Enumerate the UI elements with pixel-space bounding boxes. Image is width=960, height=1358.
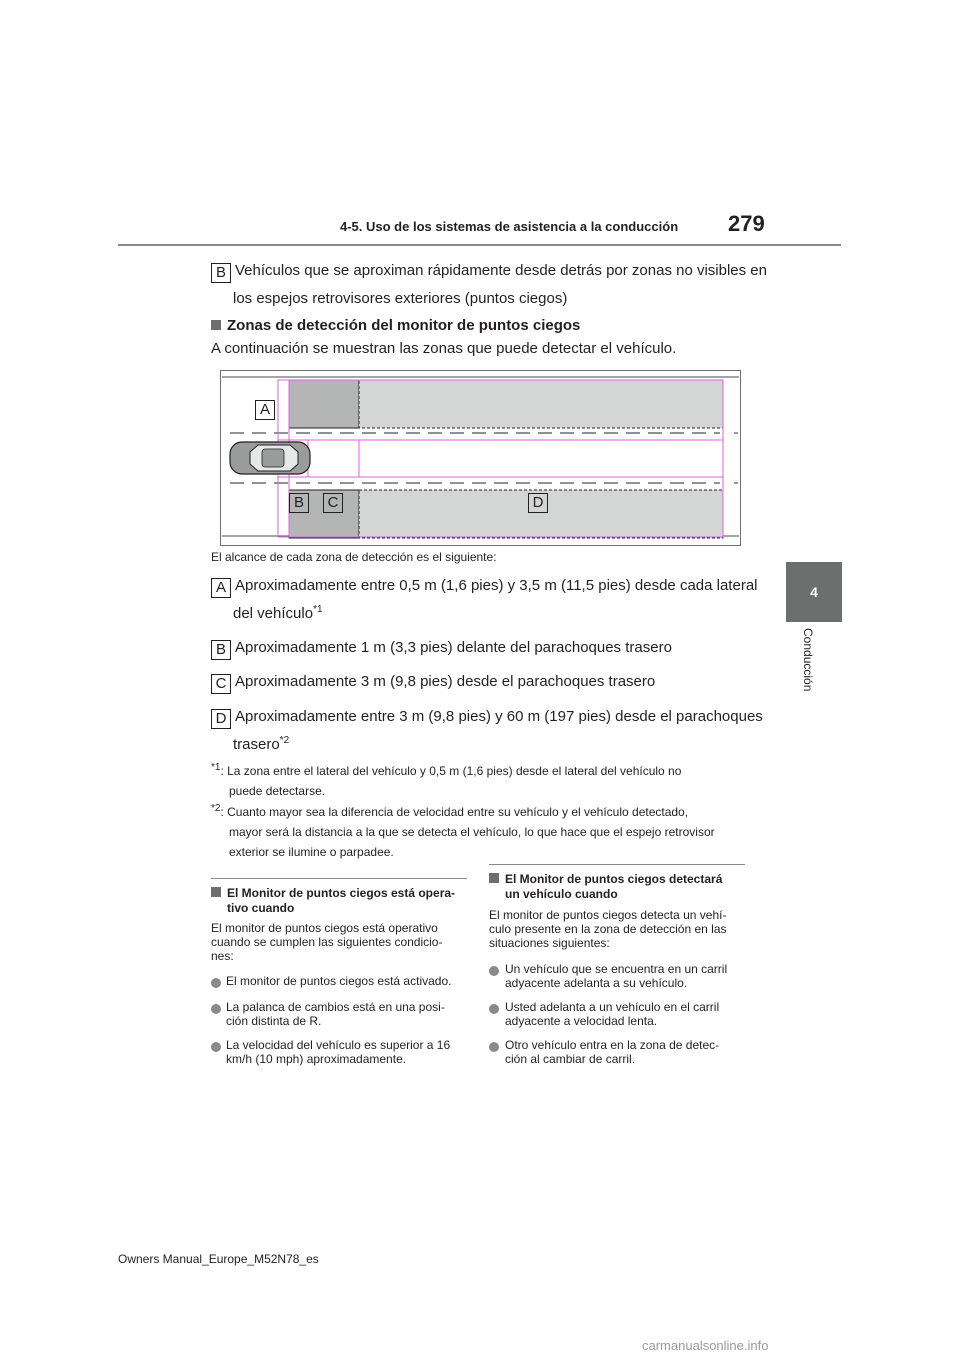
footnote-ref: *2 bbox=[279, 735, 290, 746]
square-bullet-icon bbox=[211, 320, 221, 330]
bullet-icon bbox=[211, 1042, 221, 1052]
chapter-label-text: Conducción bbox=[801, 628, 815, 692]
right-bullet-1 bbox=[489, 963, 499, 981]
left-bullet-3-text: La velocidad del vehículo es superior a 16 bbox=[226, 1038, 451, 1052]
item-text: Vehículos que se aproximan rápidamente desde detrás por zonas no visibles en bbox=[235, 262, 767, 279]
left-bullet-2-text: La palanca de cambios está en una posi- bbox=[226, 1000, 445, 1014]
footnote-1: $^{*1}$: La zona entre el lateral del vehículo y 0,5 m (1,6 pies) desde el lateral del vehículo no bbox=[211, 762, 682, 778]
left-divider bbox=[211, 878, 467, 879]
left-intro-2: cuando se cumplen las siguientes condicio- bbox=[211, 935, 443, 949]
footer-manual-id: Owners Manual_Europe_M52N78_es bbox=[118, 1252, 319, 1266]
zone-a-cont: del vehículo$^{*1}$ bbox=[233, 604, 323, 622]
section-title: 4-5. Uso de los sistemas de asistencia a la conducción bbox=[340, 219, 679, 234]
zone-b bbox=[211, 639, 672, 660]
footnote-ref: *1 bbox=[313, 604, 323, 615]
header-rule bbox=[118, 244, 841, 246]
zones-intro: A continuación se muestran las zonas que puede detectar el vehículo. bbox=[211, 340, 677, 357]
right-intro-1: El monitor de puntos ciegos detecta un vehí- bbox=[489, 908, 727, 922]
footnote-2-cont: mayor será la distancia a la que se detecta el vehículo, lo que hace que el espejo retrovisor bbox=[229, 825, 715, 839]
zone-a bbox=[211, 577, 758, 598]
bullet-icon bbox=[489, 966, 499, 976]
right-bullet-3 bbox=[489, 1039, 499, 1057]
item-b-intro bbox=[211, 262, 767, 283]
diagram-caption: El alcance de cada zona de detección es el siguiente: bbox=[211, 550, 497, 564]
left-bullet-1-text: El monitor de puntos ciegos está activado. bbox=[226, 974, 452, 988]
detection-zone-diagram bbox=[220, 370, 741, 546]
right-bullet-1-text: Un vehículo que se encuentra en un carril bbox=[505, 962, 728, 976]
zone-text: Aproximadamente 1 m (3,3 pies) delante del parachoques trasero bbox=[235, 639, 672, 656]
diagram-label-b: B bbox=[289, 492, 313, 513]
right-bullet-3-text-cont: ción al cambiar de carril. bbox=[505, 1052, 636, 1066]
right-bullet-2-text: Usted adelanta a un vehículo en el carril bbox=[505, 1000, 720, 1014]
left-heading-cont: tivo cuando bbox=[227, 901, 295, 915]
footnote-2-cont2: exterior se ilumine o parpadee. bbox=[229, 845, 394, 859]
bullet-icon bbox=[211, 978, 221, 988]
chapter-label bbox=[780, 628, 850, 708]
diagram-label-c: C bbox=[323, 492, 347, 513]
zones-heading-text: Zonas de detección del monitor de puntos ciegos bbox=[227, 317, 581, 334]
right-divider bbox=[489, 864, 745, 865]
right-heading: El Monitor de puntos ciegos detectará bbox=[489, 872, 722, 886]
zone-text: Aproximadamente 3 m (9,8 pies) desde el parachoques trasero bbox=[235, 673, 656, 690]
bullet-icon bbox=[489, 1042, 499, 1052]
zone-d-cont: trasero$^{*2}$ bbox=[233, 735, 290, 753]
zones-heading bbox=[211, 317, 580, 334]
right-bullet-2-text-cont: adyacente a velocidad lenta. bbox=[505, 1014, 658, 1028]
right-intro-3: situaciones siguientes: bbox=[489, 936, 610, 950]
footnote-2: $^{*2}$: Cuanto mayor sea la diferencia de velocidad entre su vehículo y el vehículo detectado, bbox=[211, 803, 689, 819]
zone-text: Aproximadamente entre 0,5 m (1,6 pies) y 3,5 m (11,5 pies) desde cada lateral bbox=[235, 577, 758, 594]
vehicle-icon bbox=[230, 442, 310, 474]
footnote-1-cont: puede detectarse. bbox=[229, 784, 326, 798]
left-bullet-3 bbox=[211, 1039, 221, 1057]
zone-d bbox=[211, 708, 763, 729]
diagram-label-a: A bbox=[255, 399, 279, 420]
square-bullet-icon bbox=[211, 887, 221, 897]
right-bullet-1-text-cont: adyacente adelanta a su vehículo. bbox=[505, 976, 688, 990]
left-bullet-2 bbox=[211, 1001, 221, 1019]
diagram-label-d: D bbox=[528, 492, 552, 513]
bullet-icon bbox=[489, 1004, 499, 1014]
item-b-intro-cont: los espejos retrovisores exteriores (puntos ciegos) bbox=[233, 290, 568, 307]
left-intro-3: nes: bbox=[211, 949, 234, 963]
left-heading: El Monitor de puntos ciegos está opera- bbox=[211, 886, 455, 900]
zone-c bbox=[211, 673, 655, 694]
page-number: 279 bbox=[728, 211, 765, 236]
zone-text: Aproximadamente entre 3 m (9,8 pies) y 60 m (197 pies) desde el parachoques bbox=[235, 708, 763, 725]
chapter-tab: 4 bbox=[786, 562, 842, 622]
left-intro-1: El monitor de puntos ciegos está operativo bbox=[211, 921, 438, 935]
label-box: B bbox=[211, 263, 231, 283]
left-bullet-1 bbox=[211, 975, 221, 993]
label-box: A bbox=[211, 578, 231, 598]
label-box: C bbox=[211, 674, 231, 694]
right-bullet-2 bbox=[489, 1001, 499, 1019]
label-box: D bbox=[211, 709, 231, 729]
bullet-icon bbox=[211, 1004, 221, 1014]
right-heading-cont: un vehículo cuando bbox=[505, 887, 618, 901]
left-bullet-2-text-cont: ción distinta de R. bbox=[226, 1014, 322, 1028]
label-box: B bbox=[211, 640, 231, 660]
right-intro-2: culo presente en la zona de detección en las bbox=[489, 922, 727, 936]
right-bullet-3-text: Otro vehículo entra en la zona de detec- bbox=[505, 1038, 720, 1052]
left-bullet-3-text-cont: km/h (10 mph) aproximadamente. bbox=[226, 1052, 407, 1066]
watermark: carmanualsonline.info bbox=[642, 1338, 769, 1353]
square-bullet-icon bbox=[489, 873, 499, 883]
